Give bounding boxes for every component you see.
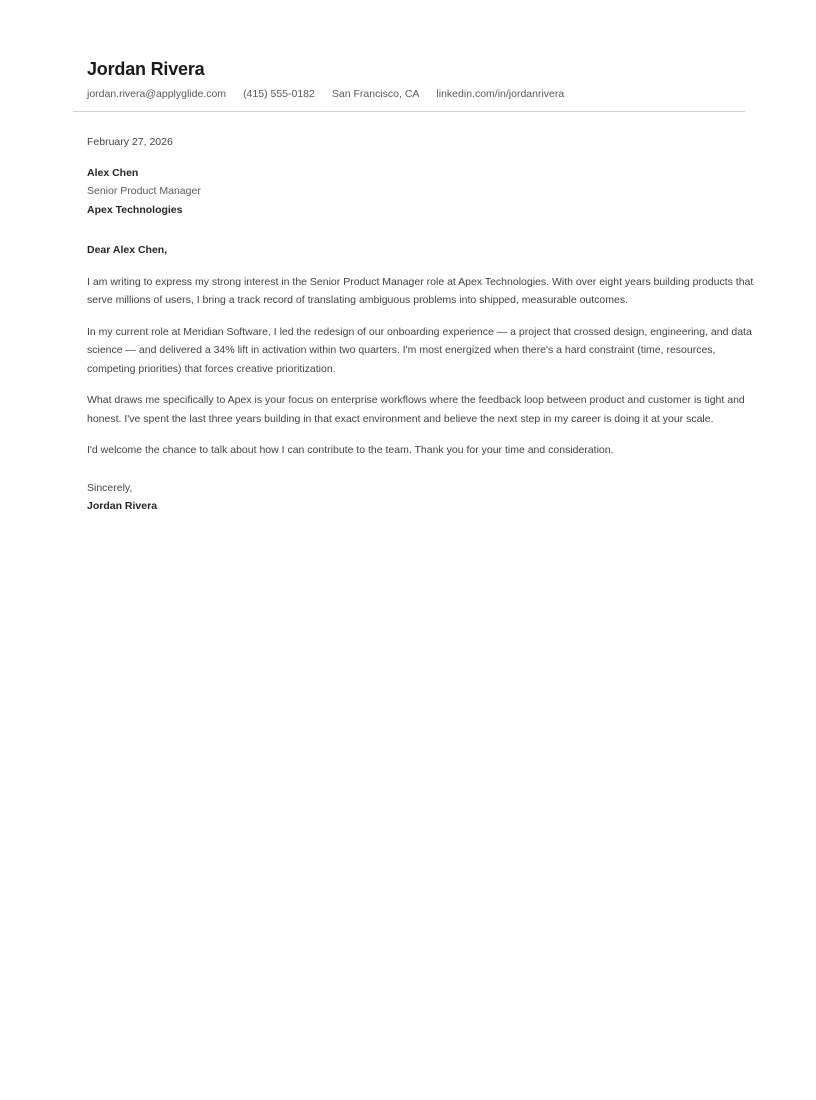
- contact-location: San Francisco, CA: [331, 88, 420, 100]
- header-divider: [73, 111, 745, 112]
- signature-name: Jordan Rivera: [87, 500, 158, 512]
- salutation: Dear Alex Chen,: [87, 244, 168, 256]
- recipient-block: [87, 164, 759, 220]
- closing-block: [87, 479, 759, 516]
- contact-email: jordan.rivera@applyglide.com: [87, 88, 227, 100]
- recipient-title: Senior Product Manager: [87, 185, 201, 197]
- closing-word: Sincerely,: [87, 481, 133, 494]
- body-paragraph: I am writing to express my strong interest in the Senior Product Manager role at Apex Technologies. With over eight years building products that serve millions of users, I bring a track record of translating ambiguous problems into shipped, measurable outcomes.: [87, 275, 754, 306]
- body-paragraph: In my current role at Meridian Software, I led the redesign of our onboarding experience — a project that crossed design, engineering, and data science — and delivered a 34% lift in activation within two quarters. I'm most energized when there's a hard constraint (time, resources, competing priorities) that forces creative prioritization.: [87, 325, 752, 375]
- recipient-company: Apex Technologies: [87, 203, 183, 216]
- sender-name-heading: Jordan Rivera: [87, 59, 205, 79]
- letter-content: [87, 0, 759, 516]
- contact-linkedin: linkedin.com/in/jordanrivera: [436, 88, 565, 100]
- contact-phone: (415) 555-0182: [243, 88, 315, 100]
- body-paragraph: I'd welcome the chance to talk about how I can contribute to the team. Thank you for your time and consideration.: [87, 444, 614, 456]
- body-paragraph: What draws me specifically to Apex is your focus on enterprise workflows where the feedback loop between product and customer is tight and honest. I've spent the last three years building in that exact environment and believe the next step in my career is doing it at your scale.: [87, 394, 745, 425]
- contact-row: [87, 87, 759, 101]
- recipient-name: Alex Chen: [87, 166, 139, 179]
- letter-date: February 27, 2026: [87, 136, 173, 148]
